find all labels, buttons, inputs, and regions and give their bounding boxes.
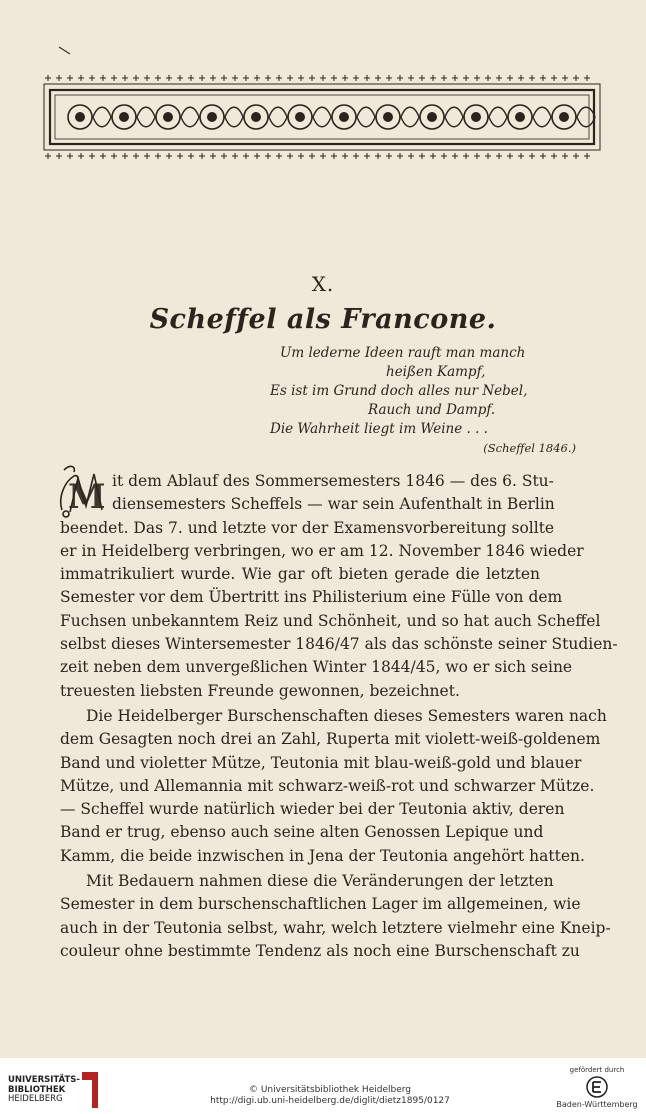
text-line: Band er trug, ebenso auch seine alten Genossen Lepique und [60,823,544,842]
paragraph-1 [60,470,618,703]
text-line: Kamm, die beide inzwischen in Jena der Teutonia angehört hatten. [60,846,585,865]
text-line: Semester vor dem Übertritt ins Philisterium eine Fülle von dem [60,588,563,607]
svg-text:M: M [68,477,106,517]
text-line: dem Gesagten noch drei an Zahl, Ruperta mit violett-weiß-goldenem [60,730,601,749]
chapter-number: X. [311,272,335,296]
text-line: Die Heidelberger Burschenschaften dieses Semesters waren nach [86,706,607,725]
funder-credit: gefördert durch Baden-Württemberg [556,1066,638,1109]
text-line: Mütze, und Allemannia mit schwarz-weiß-rot und schwarzer Mütze. [60,776,595,795]
library-logo-icon [78,1070,100,1110]
digitization-footer [0,1058,646,1114]
chapter-title: Scheffel als Francone. [149,304,497,335]
copyright-notice: © Universitätsbibliothek Heidelberg http://digi.ub.uni-heidelberg.de/diglit/dietz1895/0127 [180,1085,480,1106]
funder-logo-icon [586,1076,608,1098]
text-line: Mit Bedauern nahmen diese die Veränderungen der letzten [86,872,554,891]
motto-line: Es ist im Grund doch alles nur Nebel, [270,383,528,399]
ornamental-header-border [42,74,602,160]
text-line: treuesten liebsten Freunde gewonnen, bezeichnet. [60,681,460,700]
text-line: auch in der Teutonia selbst, wahr, welch letztere vielmehr eine Kneip- [60,918,611,937]
paragraph-2 [60,705,607,868]
library-name: UNIVERSITÄTS- BIBLIOTHEK HEIDELBERG [8,1075,80,1104]
text-line: selbst dieses Wintersemester 1846/47 als das schönste seiner Studien- [60,635,618,654]
motto-line: Die Wahrheit liegt im Weine . . . [270,421,488,437]
permalink[interactable]: http://digi.ub.uni-heidelberg.de/diglit/dietz1895/0127 [210,1095,450,1106]
motto-line: Rauch und Dampf. [368,402,496,418]
motto-line: Um lederne Ideen rauft man manch [280,345,526,361]
text-line: immatrikuliert wurde. Wie gar oft bieten gerade die letzten [60,565,540,584]
text-line: Band und violetter Mütze, Teutonia mit blau-weiß-gold und blauer [60,753,582,772]
text-line: — Scheffel wurde natürlich wieder bei der Teutonia aktiv, deren [60,800,565,819]
motto-source: (Scheffel 1846.) [483,441,576,455]
text-line: diensemesters Scheffels — war sein Aufenthalt in Berlin [112,495,555,514]
motto-line: heißen Kampf, [386,364,486,380]
text-line: er in Heidelberg verbringen, wo er am 12. November 1846 wieder [60,541,584,560]
paragraph-3 [60,870,611,963]
text-line: couleur ohne bestimmte Tendenz als noch eine Burschenschaft zu [60,941,580,960]
text-line: Semester in dem burschenschaftlichen Lager im allgemeinen, wie [60,895,581,914]
text-line: beendet. Das 7. und letzte vor der Examensvorbereitung sollte [60,518,555,537]
text-line: zeit neben dem unvergeßlichen Winter 1844/45, wo er sich seine [60,658,573,677]
text-line: Fuchsen unbekanntem Reiz und Schönheit, und so hat auch Scheffel [60,611,601,630]
motto-verse [270,344,580,458]
corner-mark [58,46,72,56]
ornament-pattern [45,75,595,159]
text-line: it dem Ablauf des Sommersemesters 1846 — des 6. Stu- [112,472,554,490]
body-text [60,470,618,963]
